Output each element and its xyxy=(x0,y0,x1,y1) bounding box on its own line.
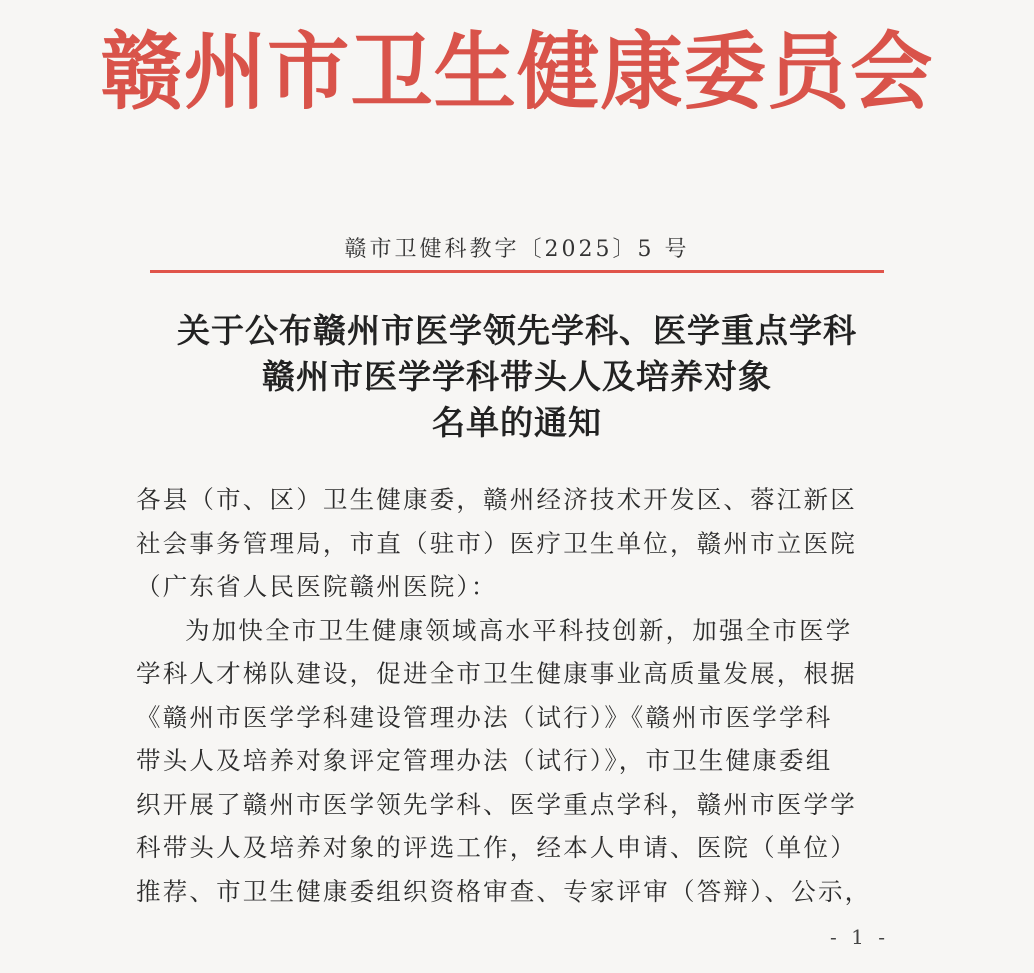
body-line: 织开展了赣州市医学领先学科、医学重点学科，赣州市医学学 xyxy=(136,789,857,819)
red-divider-line xyxy=(150,270,884,273)
body-line: 《赣州市医学学科建设管理办法（试行）》《赣州市医学学科 xyxy=(136,702,833,732)
document-number: 赣市卫健科教字〔2025〕5 号 xyxy=(344,237,690,262)
body-line: 为加快全市卫生健康领域高水平科技创新，加强全市医学 xyxy=(185,615,853,645)
title-line: 名单的通知 xyxy=(432,403,602,442)
addressee-line: 社会事务管理局，市直（驻市）医疗卫生单位，赣州市立医院 xyxy=(136,528,857,558)
addressee-line: 各县（市、区）卫生健康委，赣州经济技术开发区、蓉江新区 xyxy=(136,485,857,514)
body-line: 科带头人及培养对象的评选工作，经本人申请、医院（单位） xyxy=(136,833,857,862)
title-line: 赣州市医学学科带头人及培养对象 xyxy=(262,357,772,396)
body-line: 推荐、市卫生健康委组织资格审查、专家评审（答辩）、公示， xyxy=(136,876,872,906)
addressee-line: （广东省人民医院赣州医院）： xyxy=(136,572,498,601)
notice-body xyxy=(136,478,906,913)
issuer-masthead: 赣州市卫生健康委员会 xyxy=(100,22,934,121)
body-line: 带头人及培养对象评定管理办法（试行）》，市卫生健康委组 xyxy=(136,746,833,775)
body-line: 学科人才梯队建设，促进全市卫生健康事业高质量发展，根据 xyxy=(136,659,857,688)
page-number: - 1 - xyxy=(830,925,889,949)
title-line: 关于公布赣州市医学领先学科、医学重点学科 xyxy=(177,311,857,350)
notice-title xyxy=(0,308,1034,446)
